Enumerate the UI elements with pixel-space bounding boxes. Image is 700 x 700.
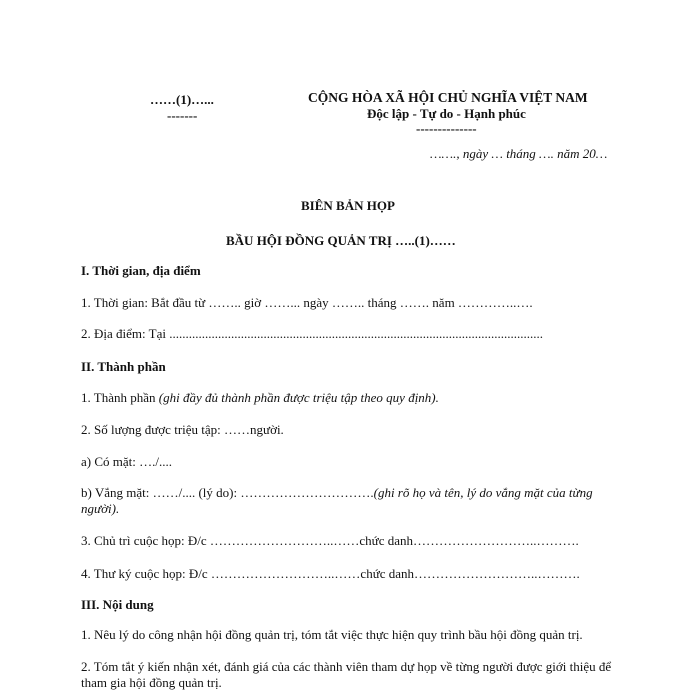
chair-line: 3. Chủ trì cuộc họp: Đ/c ………………………..……chức danh………………………..………. <box>81 533 579 548</box>
secretary-line: 4. Thư ký cuộc họp: Đ/c ………………………..……chức danh………………………..………. <box>81 566 580 581</box>
content-item-2: 2. Tóm tắt ý kiến nhận xét, đánh giá của các thành viên tham dự họp về từng người được giới thiệu để tham gia hội đồng quản trị. <box>81 659 612 691</box>
composition-label: 1. Thành phần <box>81 390 159 405</box>
date-line: ……., ngày … tháng …. năm 20… <box>430 146 608 161</box>
document-title: BIÊN BẢN HỌP <box>301 198 395 213</box>
organization-placeholder: ……(1)…... <box>150 92 214 107</box>
motto-dashes: -------------- <box>416 121 477 136</box>
organization-dashes: ------- <box>167 108 198 123</box>
document-subtitle: BẦU HỘI ĐỒNG QUẢN TRỊ …..(1)…… <box>226 233 456 248</box>
motto: Độc lập - Tự do - Hạnh phúc <box>367 106 526 121</box>
section-heading-time-place: I. Thời gian, địa điểm <box>81 263 201 278</box>
composition-note: (ghi đầy đủ thành phần được triệu tập theo quy định). <box>158 390 439 405</box>
absent-paragraph <box>81 485 621 518</box>
content-item-1: 1. Nêu lý do công nhận hội đồng quản trị, tóm tắt việc thực hiện quy trình bầu hội đồng quản trị. <box>81 627 583 642</box>
absent-note: (ghi rõ họ và tên, lý do vắng mặt của từng người). <box>81 485 593 517</box>
section-heading-composition: II. Thành phần <box>81 359 166 374</box>
country-title: CỘNG HÒA XÃ HỘI CHỦ NGHĨA VIỆT NAM <box>308 90 588 105</box>
time-line: 1. Thời gian: Bắt đầu từ …….. giờ ……... ngày …….. tháng ……. năm …………..…. <box>81 295 533 310</box>
composition-line <box>81 390 439 406</box>
present-line: a) Có mặt: …./.... <box>81 454 172 469</box>
section-heading-content: III. Nội dung <box>81 597 154 612</box>
absent-label: b) Vắng mặt: ……/.... (lý do): …………………………. <box>81 485 374 500</box>
place-line: 2. Địa điểm: Tại ................................................................................................................... <box>81 326 543 341</box>
summoned-count-line: 2. Số lượng được triệu tập: ……người. <box>81 422 284 437</box>
